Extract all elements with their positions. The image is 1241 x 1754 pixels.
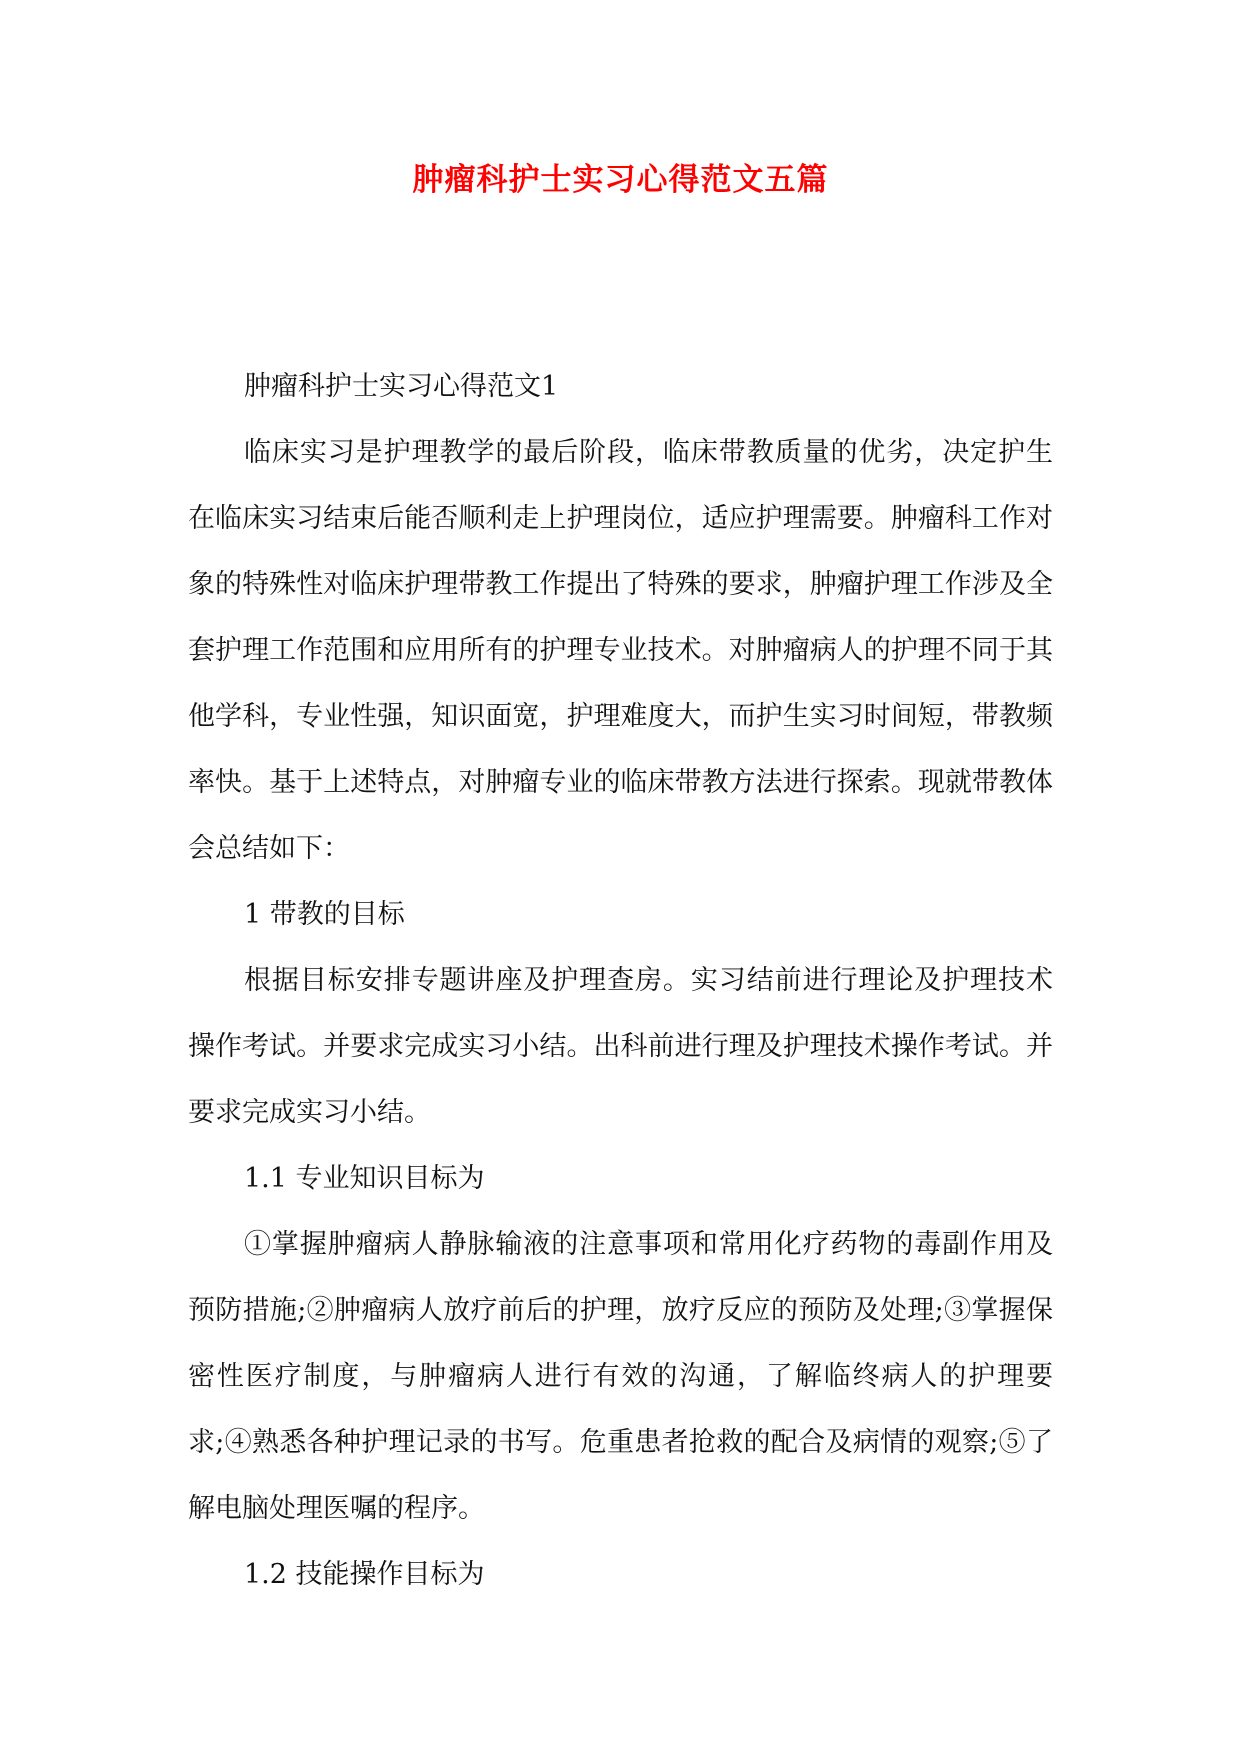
section-heading: 1.1 专业知识目标为 — [244, 1163, 485, 1194]
document-body — [188, 354, 1053, 1608]
section-heading: 肿瘤科护士实习心得范文1 — [244, 371, 559, 402]
section-heading: 1 带教的目标 — [244, 899, 405, 930]
section-heading: 1.2 技能操作目标为 — [244, 1559, 485, 1590]
document-title: 肿瘤科护士实习心得范文五篇 — [412, 162, 829, 198]
body-paragraph: 根据目标安排专题讲座及护理查房。实习结前进行理论及护理技术操作考试。并要求完成实习小结。出科前进行理及护理技术操作考试。并要求完成实习小结。 — [188, 965, 1053, 1128]
body-paragraph: ①掌握肿瘤病人静脉输液的注意事项和常用化疗药物的毒副作用及预防措施;②肿瘤病人放疗前后的护理，放疗反应的预防及处理;③掌握保密性医疗制度，与肿瘤病人进行有效的沟通，了解临终病人的护理要求;④熟悉各种护理记录的书写。危重患者抢救的配合及病情的观察;⑤了解电脑处理医嘱的程序。 — [188, 1229, 1053, 1524]
body-paragraph: 临床实习是护理教学的最后阶段，临床带教质量的优劣，决定护生在临床实习结束后能否顺利走上护理岗位，适应护理需要。肿瘤科工作对象的特殊性对临床护理带教工作提出了特殊的要求，肿瘤护理工作涉及全套护理工作范围和应用所有的护理专业技术。对肿瘤病人的护理不同于其他学科，专业性强，知识面宽，护理难度大，而护生实习时间短，带教频率快。基于上述特点，对肿瘤专业的临床带教方法进行探索。现就带教体会总结如下： — [188, 437, 1053, 864]
